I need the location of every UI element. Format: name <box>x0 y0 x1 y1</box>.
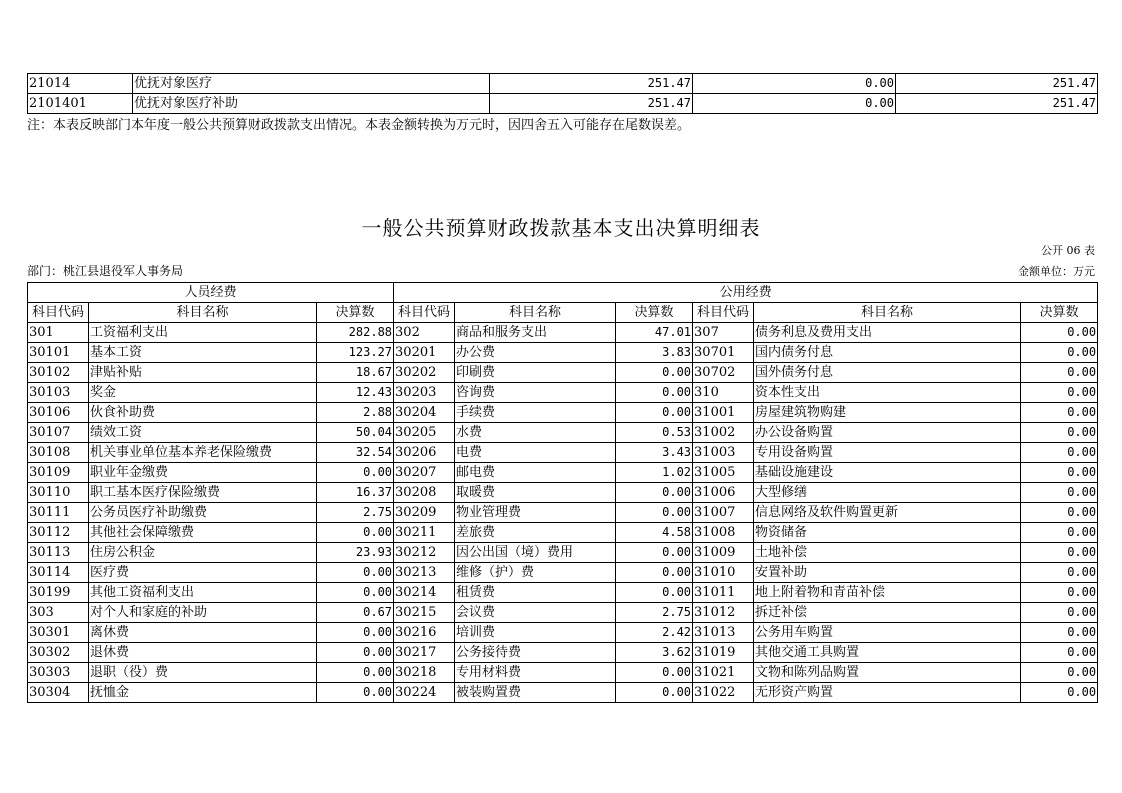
personnel-amount-cell: 18.67 <box>317 363 394 383</box>
personnel-amount-cell: 0.00 <box>317 523 394 543</box>
public-amount-cell: 0.00 <box>1021 443 1098 463</box>
personnel-code-cell: 30103 <box>28 383 89 403</box>
column-header-code: 科目代码 <box>394 303 455 323</box>
personnel-code-cell: 301 <box>28 323 89 343</box>
expenditure-summary-table <box>27 73 1098 114</box>
subject-name-cell: 优抚对象医疗补助 <box>133 94 490 114</box>
personnel-name-cell: 基本工资 <box>89 343 317 363</box>
public-code-cell: 31010 <box>693 563 754 583</box>
public-amount-cell: 0.53 <box>616 423 693 443</box>
column-header-amount: 决算数 <box>1021 303 1098 323</box>
personnel-code-cell: 30102 <box>28 363 89 383</box>
public-name-cell: 无形资产购置 <box>754 683 1021 703</box>
public-amount-cell: 1.02 <box>616 463 693 483</box>
public-name-cell: 大型修缮 <box>754 483 1021 503</box>
table-row <box>28 523 1098 543</box>
table-row <box>28 383 1098 403</box>
public-name-cell: 手续费 <box>455 403 616 423</box>
personnel-code-cell: 30114 <box>28 563 89 583</box>
public-name-cell: 专用材料费 <box>455 663 616 683</box>
personnel-name-cell: 医疗费 <box>89 563 317 583</box>
personnel-amount-cell: 50.04 <box>317 423 394 443</box>
public-amount-cell: 0.00 <box>1021 463 1098 483</box>
public-code-cell: 30224 <box>394 683 455 703</box>
amount-cell: 0.00 <box>693 74 896 94</box>
public-name-cell: 物业管理费 <box>455 503 616 523</box>
public-name-cell: 办公设备购置 <box>754 423 1021 443</box>
personnel-amount-cell: 123.27 <box>317 343 394 363</box>
personnel-amount-cell: 0.00 <box>317 643 394 663</box>
personnel-code-cell: 30107 <box>28 423 89 443</box>
personnel-code-cell: 30199 <box>28 583 89 603</box>
table-row <box>28 483 1098 503</box>
table-row <box>28 363 1098 383</box>
personnel-name-cell: 伙食补助费 <box>89 403 317 423</box>
table-row <box>28 403 1098 423</box>
public-code-cell: 30207 <box>394 463 455 483</box>
public-amount-cell: 0.00 <box>616 483 693 503</box>
detail-table-body <box>28 323 1098 703</box>
public-amount-cell: 4.58 <box>616 523 693 543</box>
personnel-name-cell: 职工基本医疗保险缴费 <box>89 483 317 503</box>
table-row <box>28 663 1098 683</box>
personnel-name-cell: 其他工资福利支出 <box>89 583 317 603</box>
department-label: 部门：桃江县退役军人事务局 <box>27 264 184 278</box>
subject-code-cell: 2101401 <box>28 94 133 114</box>
public-name-cell: 信息网络及软件购置更新 <box>754 503 1021 523</box>
table-row <box>28 94 1098 114</box>
public-name-cell: 会议费 <box>455 603 616 623</box>
detail-table-header <box>28 283 1098 323</box>
amount-cell: 251.47 <box>490 94 693 114</box>
personnel-amount-cell: 2.75 <box>317 503 394 523</box>
page-title: 一般公共预算财政拨款基本支出决算明细表 <box>361 216 761 240</box>
column-header-amount: 决算数 <box>616 303 693 323</box>
personnel-name-cell: 奖金 <box>89 383 317 403</box>
public-code-cell: 31003 <box>693 443 754 463</box>
personnel-amount-cell: 0.00 <box>317 623 394 643</box>
public-code-cell: 31001 <box>693 403 754 423</box>
personnel-amount-cell: 32.54 <box>317 443 394 463</box>
table-row <box>28 423 1098 443</box>
public-amount-cell: 3.62 <box>616 643 693 663</box>
public-amount-cell: 0.00 <box>616 503 693 523</box>
public-name-cell: 其他交通工具购置 <box>754 643 1021 663</box>
public-code-cell: 30205 <box>394 423 455 443</box>
table-row <box>28 503 1098 523</box>
personnel-name-cell: 职业年金缴费 <box>89 463 317 483</box>
column-header-name: 科目名称 <box>754 303 1021 323</box>
public-amount-cell: 0.00 <box>1021 363 1098 383</box>
public-name-cell: 因公出国（境）费用 <box>455 543 616 563</box>
public-name-cell: 公务接待费 <box>455 643 616 663</box>
column-header-amount: 决算数 <box>317 303 394 323</box>
public-code-cell: 31007 <box>693 503 754 523</box>
public-amount-cell: 0.00 <box>616 663 693 683</box>
public-amount-cell: 0.00 <box>1021 643 1098 663</box>
table-row <box>28 543 1098 563</box>
public-amount-cell: 0.00 <box>1021 423 1098 443</box>
public-name-cell: 印刷费 <box>455 363 616 383</box>
personnel-name-cell: 津贴补贴 <box>89 363 317 383</box>
personnel-amount-cell: 2.88 <box>317 403 394 423</box>
public-name-cell: 拆迁补偿 <box>754 603 1021 623</box>
public-amount-cell: 0.00 <box>616 543 693 563</box>
public-name-cell: 资本性支出 <box>754 383 1021 403</box>
personnel-code-cell: 30109 <box>28 463 89 483</box>
column-header-name: 科目名称 <box>455 303 616 323</box>
public-amount-cell: 0.00 <box>616 363 693 383</box>
personnel-name-cell: 退休费 <box>89 643 317 663</box>
public-name-cell: 取暖费 <box>455 483 616 503</box>
table-row <box>28 603 1098 623</box>
column-header-name: 科目名称 <box>89 303 317 323</box>
public-code-cell: 30217 <box>394 643 455 663</box>
personnel-name-cell: 住房公积金 <box>89 543 317 563</box>
public-name-cell: 水费 <box>455 423 616 443</box>
basic-expenditure-detail-table <box>27 282 1098 703</box>
subject-name-cell: 优抚对象医疗 <box>133 74 490 94</box>
personnel-amount-cell: 0.00 <box>317 463 394 483</box>
personnel-amount-cell: 0.00 <box>317 563 394 583</box>
personnel-code-cell: 30101 <box>28 343 89 363</box>
personnel-amount-cell: 0.00 <box>317 583 394 603</box>
public-amount-cell: 0.00 <box>1021 683 1098 703</box>
personnel-amount-cell: 282.88 <box>317 323 394 343</box>
public-code-cell: 31021 <box>693 663 754 683</box>
public-code-cell: 302 <box>394 323 455 343</box>
public-code-cell: 31019 <box>693 643 754 663</box>
public-code-cell: 31013 <box>693 623 754 643</box>
table-footnote: 注：本表反映部门本年度一般公共预算财政拨款支出情况。本表金额转换为万元时，因四舍五入可能存在尾数误差。 <box>27 118 691 133</box>
public-name-cell: 土地补偿 <box>754 543 1021 563</box>
public-name-cell: 租赁费 <box>455 583 616 603</box>
public-code-cell: 30201 <box>394 343 455 363</box>
public-code-cell: 30213 <box>394 563 455 583</box>
public-code-cell: 30208 <box>394 483 455 503</box>
public-expenses-header: 公用经费 <box>394 283 1098 303</box>
public-code-cell: 31012 <box>693 603 754 623</box>
public-name-cell: 维修（护）费 <box>455 563 616 583</box>
table-row <box>28 643 1098 663</box>
public-name-cell: 国内债务付息 <box>754 343 1021 363</box>
public-name-cell: 商品和服务支出 <box>455 323 616 343</box>
personnel-code-cell: 30108 <box>28 443 89 463</box>
table-row <box>28 583 1098 603</box>
personnel-name-cell: 公务员医疗补助缴费 <box>89 503 317 523</box>
personnel-code-cell: 303 <box>28 603 89 623</box>
public-amount-cell: 0.00 <box>1021 483 1098 503</box>
personnel-amount-cell: 0.00 <box>317 663 394 683</box>
column-header-code: 科目代码 <box>693 303 754 323</box>
public-code-cell: 31006 <box>693 483 754 503</box>
public-code-cell: 31022 <box>693 683 754 703</box>
public-code-cell: 30214 <box>394 583 455 603</box>
table-row <box>28 443 1098 463</box>
table-row <box>28 343 1098 363</box>
public-amount-cell: 0.00 <box>1021 343 1098 363</box>
public-amount-cell: 0.00 <box>1021 523 1098 543</box>
column-header-code: 科目代码 <box>28 303 89 323</box>
subject-code-cell: 21014 <box>28 74 133 94</box>
public-name-cell: 文物和陈列品购置 <box>754 663 1021 683</box>
table-row <box>28 74 1098 94</box>
public-code-cell: 31005 <box>693 463 754 483</box>
public-amount-cell: 0.00 <box>616 683 693 703</box>
public-code-cell: 307 <box>693 323 754 343</box>
table-row <box>28 623 1098 643</box>
public-name-cell: 地上附着物和青苗补偿 <box>754 583 1021 603</box>
public-name-cell: 办公费 <box>455 343 616 363</box>
personnel-name-cell: 抚恤金 <box>89 683 317 703</box>
public-name-cell: 被装购置费 <box>455 683 616 703</box>
public-amount-cell: 0.00 <box>1021 563 1098 583</box>
form-code: 公开 06 表 <box>1041 244 1095 257</box>
public-name-cell: 电费 <box>455 443 616 463</box>
personnel-code-cell: 30112 <box>28 523 89 543</box>
personnel-amount-cell: 16.37 <box>317 483 394 503</box>
amount-cell: 251.47 <box>896 74 1098 94</box>
personnel-amount-cell: 23.93 <box>317 543 394 563</box>
public-amount-cell: 2.75 <box>616 603 693 623</box>
public-code-cell: 31011 <box>693 583 754 603</box>
personnel-name-cell: 离休费 <box>89 623 317 643</box>
personnel-code-cell: 30302 <box>28 643 89 663</box>
public-amount-cell: 2.42 <box>616 623 693 643</box>
public-code-cell: 30215 <box>394 603 455 623</box>
public-amount-cell: 0.00 <box>616 403 693 423</box>
public-code-cell: 30204 <box>394 403 455 423</box>
public-name-cell: 培训费 <box>455 623 616 643</box>
public-amount-cell: 3.43 <box>616 443 693 463</box>
table-row <box>28 563 1098 583</box>
personnel-amount-cell: 0.67 <box>317 603 394 623</box>
public-amount-cell: 0.00 <box>1021 663 1098 683</box>
public-code-cell: 30209 <box>394 503 455 523</box>
personnel-name-cell: 其他社会保障缴费 <box>89 523 317 543</box>
public-name-cell: 房屋建筑物购建 <box>754 403 1021 423</box>
public-amount-cell: 0.00 <box>616 583 693 603</box>
table-row <box>28 683 1098 703</box>
public-code-cell: 30701 <box>693 343 754 363</box>
personnel-name-cell: 工资福利支出 <box>89 323 317 343</box>
public-code-cell: 31002 <box>693 423 754 443</box>
public-code-cell: 310 <box>693 383 754 403</box>
public-amount-cell: 0.00 <box>1021 583 1098 603</box>
public-amount-cell: 47.01 <box>616 323 693 343</box>
public-code-cell: 31008 <box>693 523 754 543</box>
public-code-cell: 30218 <box>394 663 455 683</box>
personnel-code-cell: 30110 <box>28 483 89 503</box>
public-amount-cell: 0.00 <box>1021 403 1098 423</box>
public-name-cell: 物资储备 <box>754 523 1021 543</box>
public-code-cell: 30203 <box>394 383 455 403</box>
table-row <box>28 463 1098 483</box>
amount-cell: 251.47 <box>490 74 693 94</box>
public-code-cell: 30202 <box>394 363 455 383</box>
public-name-cell: 咨询费 <box>455 383 616 403</box>
public-amount-cell: 0.00 <box>1021 503 1098 523</box>
table-row <box>28 323 1098 343</box>
public-amount-cell: 0.00 <box>1021 603 1098 623</box>
personnel-amount-cell: 12.43 <box>317 383 394 403</box>
personnel-name-cell: 绩效工资 <box>89 423 317 443</box>
public-code-cell: 30702 <box>693 363 754 383</box>
public-amount-cell: 0.00 <box>616 563 693 583</box>
amount-cell: 0.00 <box>693 94 896 114</box>
personnel-amount-cell: 0.00 <box>317 683 394 703</box>
public-code-cell: 31009 <box>693 543 754 563</box>
personnel-name-cell: 对个人和家庭的补助 <box>89 603 317 623</box>
personnel-code-cell: 30304 <box>28 683 89 703</box>
personnel-name-cell: 退职（役）费 <box>89 663 317 683</box>
public-amount-cell: 3.83 <box>616 343 693 363</box>
public-name-cell: 基础设施建设 <box>754 463 1021 483</box>
public-amount-cell: 0.00 <box>1021 623 1098 643</box>
summary-table-body <box>28 74 1098 114</box>
personnel-code-cell: 30106 <box>28 403 89 423</box>
personnel-code-cell: 30111 <box>28 503 89 523</box>
public-name-cell: 债务利息及费用支出 <box>754 323 1021 343</box>
public-code-cell: 30211 <box>394 523 455 543</box>
personnel-code-cell: 30303 <box>28 663 89 683</box>
public-amount-cell: 0.00 <box>616 383 693 403</box>
public-name-cell: 安置补助 <box>754 563 1021 583</box>
public-name-cell: 差旅费 <box>455 523 616 543</box>
personnel-code-cell: 30113 <box>28 543 89 563</box>
public-name-cell: 国外债务付息 <box>754 363 1021 383</box>
public-code-cell: 30212 <box>394 543 455 563</box>
amount-unit-label: 金额单位：万元 <box>1018 265 1095 278</box>
public-amount-cell: 0.00 <box>1021 543 1098 563</box>
personnel-expenses-header: 人员经费 <box>28 283 394 303</box>
public-amount-cell: 0.00 <box>1021 323 1098 343</box>
public-name-cell: 专用设备购置 <box>754 443 1021 463</box>
public-name-cell: 公务用车购置 <box>754 623 1021 643</box>
personnel-code-cell: 30301 <box>28 623 89 643</box>
amount-cell: 251.47 <box>896 94 1098 114</box>
public-code-cell: 30206 <box>394 443 455 463</box>
public-name-cell: 邮电费 <box>455 463 616 483</box>
public-code-cell: 30216 <box>394 623 455 643</box>
public-amount-cell: 0.00 <box>1021 383 1098 403</box>
personnel-name-cell: 机关事业单位基本养老保险缴费 <box>89 443 317 463</box>
